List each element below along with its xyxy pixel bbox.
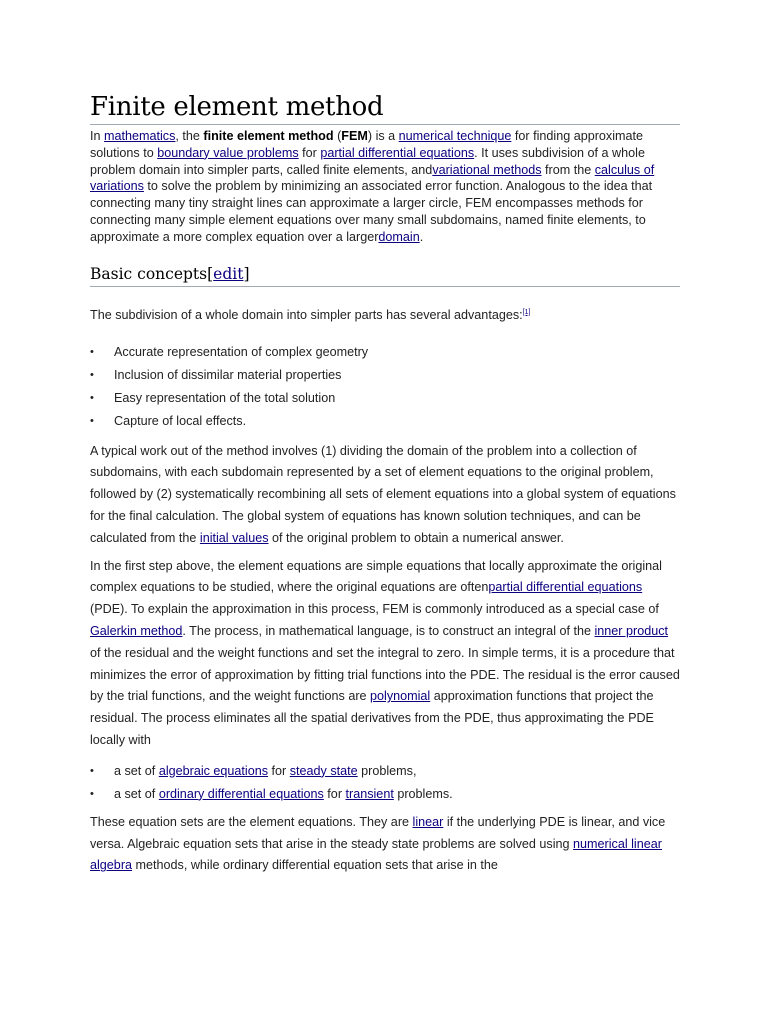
paragraph-text: In the first step above, the element equations are simple equations that locally approximate the original complex equations to be studied, where the original equations are often bbox=[90, 558, 662, 595]
link-partial-differential-equations-2[interactable]: partial differential equations bbox=[488, 580, 643, 595]
intro-text: . bbox=[419, 229, 424, 244]
list-text: problems, bbox=[357, 763, 417, 778]
intro-text: ( bbox=[333, 129, 342, 143]
intro-text: from the bbox=[541, 162, 595, 177]
paragraph-text: of the residual and the weight functions and set the integral to zero. In simple terms, it is a procedure that minimizes the error of approximation by fitting trial functions into the PDE. The residual is the error caused by the trial functions, and the weight functions are bbox=[90, 645, 680, 704]
paragraph-text: A typical work out of the method involves (1) dividing the domain of the problem into a collection of subdomains, with each subdomain represented by a set of element equations to the original problem, followed by (2) systematically recombining all sets of element equations into a global system of equations for the final calculation. The global system of equations has known solution techniques, and can be calculated from the bbox=[90, 443, 676, 545]
list-item: • Capture of local effects. bbox=[90, 410, 680, 433]
section-title: Basic concepts bbox=[90, 264, 208, 283]
intro-text: , the bbox=[175, 129, 204, 143]
edit-bracket-close: ] bbox=[243, 264, 250, 283]
list-text: problems. bbox=[393, 786, 453, 801]
list-item bbox=[90, 760, 680, 783]
advantages-intro-text: The subdivision of a whole domain into simpler parts has several advantages: bbox=[90, 307, 523, 322]
equation-sets-paragraph bbox=[90, 812, 680, 877]
list-item: • Accurate representation of complex geometry bbox=[90, 341, 680, 364]
article-content bbox=[90, 92, 680, 877]
paragraph-text: of the original problem to obtain a numerical answer. bbox=[268, 530, 564, 545]
list-text: for bbox=[268, 763, 290, 778]
paragraph-text: These equation sets are the element equations. They are bbox=[90, 814, 413, 829]
list-item bbox=[90, 783, 680, 806]
intro-text: to solve the problem by minimizing an associated error function. Analogous to the idea that connecting many tiny straight lines can approximate a larger circle, FEM encompasses methods for connecting many simple element equations over many small subdomains, named finite elements, to approximate a more complex equation over a larger bbox=[90, 179, 653, 244]
link-initial-values[interactable]: initial values bbox=[199, 530, 269, 545]
section-heading-basic-concepts bbox=[90, 264, 680, 287]
link-polynomial[interactable]: polynomial bbox=[370, 689, 431, 704]
bold-term-fem-full: finite element method bbox=[203, 129, 334, 143]
advantages-intro bbox=[90, 302, 680, 327]
list-item: • Inclusion of dissimilar material properties bbox=[90, 364, 680, 387]
advantages-list bbox=[90, 341, 680, 433]
list-text: for bbox=[323, 786, 346, 801]
paragraph-text: (PDE). To explain the approximation in this process, FEM is commonly introduced as a special case of bbox=[90, 602, 659, 617]
link-ordinary-differential-equations[interactable]: ordinary differential equations bbox=[158, 786, 324, 801]
link-domain[interactable]: domain bbox=[378, 229, 420, 244]
intro-paragraph bbox=[90, 128, 680, 246]
intro-text: . It uses subdivision of a whole problem domain into simpler parts, called finite elements, and bbox=[90, 145, 645, 177]
link-boundary-value-problems[interactable]: boundary value problems bbox=[157, 145, 299, 160]
list-item: • Easy representation of the total solution bbox=[90, 387, 680, 410]
paragraph-text: if the underlying PDE is linear, and vice versa. Algebraic equation sets that arise in the steady state problems are solved using bbox=[90, 814, 666, 851]
bold-term-fem: FEM bbox=[341, 129, 368, 143]
paragraph-text: methods, while ordinary differential equation sets that arise in the bbox=[132, 858, 498, 873]
link-galerkin-method[interactable]: Galerkin method bbox=[90, 623, 183, 638]
intro-text: ) is a bbox=[367, 129, 399, 143]
reference-link-1[interactable]: [1] bbox=[522, 308, 531, 316]
approximation-list bbox=[90, 760, 680, 806]
link-calculus-of-variations[interactable]: calculus of variations bbox=[90, 162, 655, 194]
intro-text: for bbox=[298, 145, 321, 160]
paragraph-text: approximation functions that project the residual. The process eliminates all the spatial derivatives from the PDE, thus approximating the PDE locally with bbox=[90, 689, 654, 747]
link-transient[interactable]: transient bbox=[345, 786, 394, 801]
element-equations-paragraph bbox=[90, 556, 680, 752]
list-text: a set of bbox=[114, 763, 159, 778]
link-mathematics[interactable]: mathematics bbox=[104, 129, 176, 143]
page-title: Finite element method bbox=[90, 92, 680, 125]
link-variational-methods[interactable]: variational methods bbox=[432, 162, 542, 177]
link-inner-product[interactable]: inner product bbox=[594, 623, 669, 638]
link-numerical-technique[interactable]: numerical technique bbox=[398, 129, 512, 143]
edit-bracket-open: [ bbox=[207, 264, 214, 283]
edit-link[interactable]: edit bbox=[213, 264, 244, 283]
intro-text: for finding approximate solutions to bbox=[90, 129, 643, 160]
intro-text: In bbox=[90, 129, 105, 143]
link-partial-differential-equations[interactable]: partial differential equations bbox=[320, 145, 475, 160]
method-overview-paragraph bbox=[90, 441, 680, 550]
link-linear[interactable]: linear bbox=[412, 814, 444, 829]
list-text: a set of bbox=[114, 786, 159, 801]
link-steady-state[interactable]: steady state bbox=[289, 763, 358, 778]
link-numerical-linear-algebra[interactable]: numerical linear algebra bbox=[90, 836, 662, 873]
link-algebraic-equations[interactable]: algebraic equations bbox=[158, 763, 269, 778]
paragraph-text: . The process, in mathematical language, is to construct an integral of the bbox=[182, 623, 595, 638]
